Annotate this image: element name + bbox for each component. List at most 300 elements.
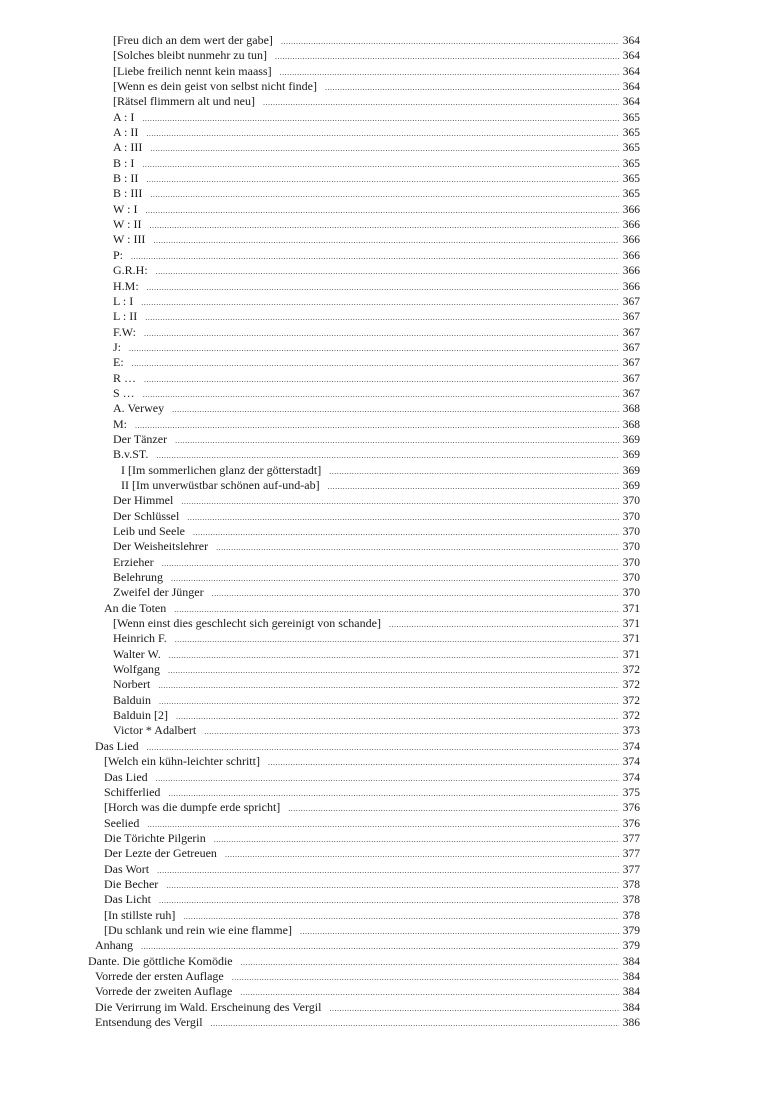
dot-leader	[169, 648, 619, 663]
toc-entry-title: Balduin	[113, 692, 151, 707]
toc-entry-title: Victor * Adalbert	[113, 723, 197, 738]
dot-leader	[162, 556, 619, 571]
toc-entry[interactable]	[0, 509, 770, 524]
dot-leader	[132, 356, 619, 371]
toc-entry-line	[121, 463, 640, 479]
toc-entry-line	[113, 371, 640, 387]
toc-entry[interactable]	[0, 309, 770, 324]
toc-entry[interactable]	[0, 846, 770, 861]
toc-entry[interactable]	[0, 800, 770, 815]
toc-entry[interactable]	[0, 984, 770, 999]
toc-entry-title: Walter W.	[113, 646, 161, 661]
toc-entry[interactable]	[0, 156, 770, 171]
toc-entry[interactable]	[0, 954, 770, 969]
toc-entry-title: [Wenn es dein geist von selbst nicht finde]	[113, 79, 317, 94]
dot-leader	[204, 724, 618, 739]
toc-entry-line	[95, 1015, 640, 1031]
toc-entry-page-number: 371	[622, 602, 640, 615]
toc-entry-line	[113, 555, 640, 571]
toc-entry-line	[113, 662, 640, 678]
toc-entry-title: [Rätsel flimmern alt und neu]	[113, 94, 255, 109]
toc-entry-title: [Liebe freilich nennt kein maass]	[113, 63, 272, 78]
toc-entry-line	[113, 156, 640, 172]
toc-entry-page-number: 366	[622, 249, 640, 262]
toc-entry[interactable]	[0, 555, 770, 570]
toc-entry[interactable]	[0, 432, 770, 447]
toc-entry-title: Norbert	[113, 677, 151, 692]
toc-entry-page-number: 366	[622, 280, 640, 293]
toc-entry-page-number: 367	[622, 341, 640, 354]
toc-entry-line	[113, 616, 640, 632]
toc-entry[interactable]	[0, 539, 770, 554]
toc-entry[interactable]	[0, 325, 770, 340]
toc-entry[interactable]	[0, 463, 770, 478]
toc-entry-page-number: 366	[622, 265, 640, 278]
toc-entry-title: S …	[113, 385, 135, 400]
toc-entry-title: Vorrede der ersten Auflage	[95, 968, 224, 983]
toc-entry-title: A. Verwey	[113, 401, 165, 416]
toc-entry-page-number: 374	[622, 740, 640, 753]
toc-entry[interactable]	[0, 831, 770, 846]
toc-entry-title: Balduin [2]	[113, 708, 168, 723]
toc-entry[interactable]	[0, 171, 770, 186]
toc-entry-page-number: 367	[622, 326, 640, 339]
toc-entry-line	[113, 325, 640, 341]
toc-entry-line	[113, 432, 640, 448]
dot-leader	[232, 970, 619, 985]
toc-entry[interactable]	[0, 677, 770, 692]
dot-leader	[159, 694, 619, 709]
toc-entry-line	[113, 294, 640, 310]
dot-leader	[150, 187, 618, 202]
toc-entry-page-number: 373	[622, 725, 640, 738]
toc-entry-line	[104, 785, 640, 801]
toc-entry[interactable]	[0, 478, 770, 493]
toc-entry-title: [Welch ein kühn-leichter schritt]	[104, 754, 260, 769]
dot-leader	[142, 157, 618, 172]
toc-entry-line	[113, 509, 640, 525]
toc-entry-page-number: 370	[622, 526, 640, 538]
toc-entry[interactable]	[0, 386, 770, 401]
dot-leader	[150, 141, 618, 156]
toc-entry-line	[104, 800, 640, 816]
toc-entry-title: B : I	[113, 155, 135, 170]
toc-entry[interactable]	[0, 217, 770, 232]
toc-entry-line	[113, 140, 640, 156]
toc-entry[interactable]	[0, 785, 770, 800]
toc-entry-line	[113, 263, 640, 279]
toc-entry-page-number: 370	[622, 572, 640, 585]
toc-entry-title: Wolfgang	[113, 662, 161, 677]
dot-leader	[288, 801, 618, 816]
toc-entry-title: Heinrich F.	[113, 631, 167, 646]
toc-entry-page-number: 364	[622, 50, 640, 63]
toc-entry-title: Anhang	[95, 938, 133, 953]
table-of-contents	[0, 33, 770, 1030]
toc-entry[interactable]	[0, 739, 770, 754]
toc-entry-title: P:	[113, 247, 124, 262]
toc-entry[interactable]	[0, 202, 770, 217]
toc-entry-page-number: 377	[622, 863, 640, 876]
dot-leader	[181, 494, 618, 509]
toc-entry-title: Das Wort	[104, 861, 150, 876]
toc-entry-title: Leib und Seele	[113, 524, 185, 538]
dot-leader	[211, 1016, 619, 1031]
toc-entry[interactable]	[0, 48, 770, 63]
dot-leader	[147, 817, 618, 832]
toc-entry-page-number: 370	[622, 495, 640, 508]
toc-entry-line	[113, 708, 640, 724]
toc-entry-page-number: 365	[622, 111, 640, 124]
toc-entry-line	[113, 340, 640, 356]
toc-entry[interactable]	[0, 570, 770, 585]
toc-entry-title: II [Im unverwüstbar schönen auf-und-ab]	[121, 477, 320, 492]
toc-entry[interactable]	[0, 938, 770, 953]
toc-entry-line	[113, 48, 640, 64]
toc-entry-line	[104, 816, 640, 832]
toc-entry-page-number: 367	[622, 295, 640, 308]
toc-entry-title: [Horch was die dumpfe erde spricht]	[104, 800, 281, 815]
toc-entry-title: G.R.H:	[113, 263, 148, 278]
toc-entry[interactable]	[0, 1000, 770, 1015]
toc-entry-line	[113, 202, 640, 218]
toc-entry[interactable]	[0, 355, 770, 370]
toc-entry[interactable]	[0, 1015, 770, 1030]
toc-entry-page-number: 365	[622, 173, 640, 186]
dot-leader	[176, 709, 619, 724]
toc-entry[interactable]	[0, 647, 770, 662]
toc-entry[interactable]	[0, 862, 770, 877]
toc-entry-title: B : II	[113, 171, 139, 186]
dot-leader	[156, 448, 618, 463]
toc-entry-page-number: 365	[622, 127, 640, 140]
toc-entry-line	[95, 984, 640, 1000]
dot-leader	[143, 387, 619, 402]
toc-entry-page-number: 378	[622, 894, 640, 907]
toc-entry-page-number: 368	[622, 403, 640, 416]
toc-entry-line	[104, 754, 640, 770]
toc-entry[interactable]	[0, 631, 770, 646]
toc-entry-title: A : I	[113, 109, 135, 124]
dot-leader	[168, 786, 618, 801]
toc-entry-page-number: 376	[622, 802, 640, 815]
toc-entry-line	[104, 862, 640, 878]
dot-leader	[146, 172, 618, 187]
toc-entry[interactable]	[0, 693, 770, 708]
toc-entry-page-number: 364	[622, 96, 640, 109]
toc-entry[interactable]	[0, 140, 770, 155]
toc-entry-title: An die Toten	[104, 600, 167, 615]
toc-entry-title: I [Im sommerlichen glanz der götterstadt]	[121, 462, 322, 477]
toc-entry-line	[104, 770, 640, 786]
toc-entry-page-number: 367	[622, 372, 640, 385]
toc-entry-title: Zweifel der Jünger	[113, 585, 204, 600]
dot-leader	[183, 909, 618, 924]
dot-leader	[158, 678, 618, 693]
toc-entry-title: A : III	[113, 140, 143, 155]
toc-entry[interactable]	[0, 770, 770, 785]
toc-entry-title: Entsendung des Vergil	[95, 1015, 203, 1029]
toc-entry[interactable]	[0, 493, 770, 508]
toc-entry-line	[113, 309, 640, 325]
toc-entry-line	[113, 693, 640, 709]
dot-leader	[281, 34, 619, 49]
toc-entry-line	[113, 110, 640, 126]
toc-entry[interactable]	[0, 371, 770, 386]
toc-entry[interactable]	[0, 294, 770, 309]
toc-entry-title: H.M:	[113, 278, 139, 293]
toc-entry-page-number: 384	[622, 955, 640, 968]
toc-entry-page-number: 370	[622, 556, 640, 569]
toc-entry-line	[113, 33, 640, 49]
dot-leader	[174, 602, 618, 617]
dot-leader	[141, 295, 619, 310]
toc-entry-page-number: 372	[622, 679, 640, 692]
toc-entry-title: B : III	[113, 186, 143, 201]
toc-entry-line	[113, 232, 640, 248]
toc-entry-line	[104, 892, 640, 908]
toc-entry-page-number: 366	[622, 219, 640, 232]
toc-entry-line	[113, 386, 640, 402]
toc-entry-title: F.W:	[113, 324, 136, 339]
dot-leader	[216, 540, 619, 555]
toc-entry-page-number: 370	[622, 541, 640, 554]
toc-entry-line	[113, 723, 640, 739]
toc-entry-title: [Wenn einst dies geschlecht sich gereinigt von schande]	[113, 616, 381, 631]
dot-leader	[329, 1001, 618, 1016]
dot-leader	[166, 878, 618, 893]
toc-entry-page-number: 370	[622, 587, 640, 600]
toc-entry[interactable]	[0, 723, 770, 738]
toc-entry-page-number: 376	[622, 817, 640, 830]
toc-entry-line	[104, 846, 640, 862]
toc-entry-title: L : II	[113, 309, 138, 324]
dot-leader	[329, 464, 618, 479]
dot-leader	[142, 111, 618, 126]
dot-leader	[263, 95, 619, 110]
dot-leader	[171, 571, 619, 586]
toc-entry-line	[121, 478, 640, 494]
toc-entry[interactable]	[0, 616, 770, 631]
toc-entry-page-number: 369	[622, 449, 640, 462]
toc-entry-page-number: 384	[622, 1001, 640, 1014]
toc-entry-title: M:	[113, 416, 128, 431]
toc-entry[interactable]	[0, 64, 770, 79]
toc-entry-line	[113, 417, 640, 433]
dot-leader	[144, 372, 619, 387]
toc-entry-page-number: 371	[622, 618, 640, 631]
toc-entry-line	[113, 631, 640, 647]
toc-entry-title: B.v.ST.	[113, 447, 149, 462]
dot-leader	[129, 341, 619, 356]
toc-entry-page-number: 386	[622, 1017, 640, 1029]
toc-entry-line	[113, 539, 640, 555]
toc-entry-page-number: 366	[622, 203, 640, 216]
toc-entry-page-number: 377	[622, 832, 640, 845]
dot-leader	[280, 65, 619, 80]
dot-leader	[187, 510, 618, 525]
dot-leader	[159, 893, 619, 908]
toc-entry[interactable]	[0, 279, 770, 294]
dot-leader	[157, 863, 619, 878]
toc-entry-page-number: 365	[622, 142, 640, 155]
dot-leader	[325, 80, 619, 95]
toc-entry[interactable]	[0, 877, 770, 892]
toc-entry[interactable]	[0, 125, 770, 140]
toc-entry-title: [Du schlank und rein wie eine flamme]	[104, 922, 292, 937]
toc-entry-line	[113, 570, 640, 586]
dot-leader	[153, 233, 618, 248]
toc-entry-line	[113, 677, 640, 693]
toc-entry-page-number: 366	[622, 234, 640, 247]
toc-entry-page-number: 367	[622, 357, 640, 370]
toc-entry-title: [Solches bleibt nunmehr zu tun]	[113, 48, 267, 63]
toc-entry-line	[113, 186, 640, 202]
dot-leader	[149, 218, 618, 233]
toc-entry-line	[104, 908, 640, 924]
dot-leader	[275, 49, 619, 64]
dot-leader	[147, 740, 619, 755]
toc-entry-page-number: 375	[622, 786, 640, 799]
toc-entry-page-number: 372	[622, 710, 640, 723]
toc-entry[interactable]	[0, 524, 770, 539]
toc-entry-page-number: 367	[622, 311, 640, 324]
toc-entry[interactable]	[0, 708, 770, 723]
toc-entry-title: Der Lezte der Getreuen	[104, 846, 217, 861]
dot-leader	[268, 755, 619, 770]
toc-entry-title: Der Tänzer	[113, 431, 168, 446]
dot-leader	[241, 955, 619, 970]
toc-entry-line	[113, 279, 640, 295]
dot-leader	[212, 586, 619, 601]
toc-entry[interactable]	[0, 923, 770, 938]
toc-entry[interactable]	[0, 33, 770, 48]
toc-entry-page-number: 369	[622, 464, 640, 477]
dot-leader	[193, 525, 619, 540]
toc-entry[interactable]	[0, 585, 770, 600]
toc-entry-title: Der Weisheitslehrer	[113, 539, 209, 554]
toc-entry-line	[113, 217, 640, 233]
toc-entry[interactable]	[0, 248, 770, 263]
toc-entry-title: Erzieher	[113, 554, 154, 569]
toc-entry-line	[113, 248, 640, 264]
dot-leader	[156, 264, 619, 279]
toc-entry-line	[113, 447, 640, 463]
toc-entry-title: Schifferlied	[104, 784, 161, 799]
toc-entry-line	[95, 1000, 640, 1016]
toc-entry[interactable]	[0, 908, 770, 923]
toc-entry[interactable]	[0, 94, 770, 109]
toc-entry-title: Der Schlüssel	[113, 508, 180, 523]
toc-entry[interactable]	[0, 662, 770, 677]
toc-entry-title: [In stillste ruh]	[104, 907, 176, 922]
toc-entry-title: Belehrung	[113, 570, 163, 585]
toc-entry[interactable]	[0, 892, 770, 907]
toc-entry-line	[113, 524, 640, 540]
toc-entry-page-number: 384	[622, 970, 640, 983]
toc-entry-page-number: 367	[622, 387, 640, 400]
dot-leader	[145, 310, 619, 325]
toc-entry[interactable]	[0, 232, 770, 247]
toc-entry-page-number: 364	[622, 65, 640, 78]
toc-entry-title: Die Verirrung im Wald. Erscheinung des Vergil	[95, 999, 322, 1014]
toc-entry-title: Das Lied	[95, 738, 139, 753]
toc-entry-line	[113, 493, 640, 509]
toc-entry[interactable]	[0, 263, 770, 278]
toc-entry[interactable]	[0, 79, 770, 94]
toc-entry-page-number: 374	[622, 771, 640, 784]
toc-entry-page-number: 377	[622, 848, 640, 861]
toc-entry-title: W : II	[113, 217, 142, 232]
toc-entry-page-number: 365	[622, 188, 640, 201]
toc-entry-title: E:	[113, 355, 124, 370]
toc-entry[interactable]	[0, 816, 770, 831]
dot-leader	[144, 326, 619, 341]
dot-leader	[156, 771, 619, 786]
toc-entry-page-number: 384	[622, 986, 640, 999]
dot-leader	[147, 280, 619, 295]
toc-entry[interactable]	[0, 754, 770, 769]
toc-entry-page-number: 378	[622, 909, 640, 922]
toc-entry-page-number: 371	[622, 648, 640, 661]
toc-entry-line	[113, 79, 640, 95]
dot-leader	[168, 663, 619, 678]
toc-entry-line	[95, 739, 640, 755]
toc-entry[interactable]	[0, 969, 770, 984]
toc-entry-page-number: 365	[622, 157, 640, 170]
toc-entry[interactable]	[0, 401, 770, 416]
toc-entry-title: R …	[113, 370, 137, 385]
toc-entry-title: [Freu dich an dem wert der gabe]	[113, 33, 273, 47]
toc-entry-page-number: 374	[622, 756, 640, 769]
dot-leader	[141, 939, 619, 954]
toc-entry-page-number: 369	[622, 433, 640, 446]
toc-entry-line	[104, 923, 640, 939]
toc-entry-title: Der Himmel	[113, 493, 174, 508]
dot-leader	[389, 617, 619, 632]
dot-leader	[172, 402, 619, 417]
toc-entry[interactable]	[0, 186, 770, 201]
toc-entry-title: J:	[113, 339, 122, 354]
toc-entry[interactable]	[0, 417, 770, 432]
toc-entry-line	[104, 831, 640, 847]
toc-entry[interactable]	[0, 447, 770, 462]
toc-entry-line	[104, 601, 640, 617]
toc-entry-title: L : I	[113, 293, 134, 308]
dot-leader	[175, 433, 619, 448]
toc-entry-page-number: 370	[622, 510, 640, 523]
toc-entry[interactable]	[0, 340, 770, 355]
toc-entry-line	[95, 938, 640, 954]
toc-entry-line	[88, 954, 640, 970]
toc-entry[interactable]	[0, 110, 770, 125]
toc-entry-page-number: 378	[622, 878, 640, 891]
toc-entry-title: Das Licht	[104, 892, 151, 907]
toc-entry-line	[104, 877, 640, 893]
dot-leader	[300, 924, 619, 939]
toc-entry-line	[113, 647, 640, 663]
toc-entry-line	[113, 171, 640, 187]
toc-entry-page-number: 379	[622, 924, 640, 937]
toc-entry[interactable]	[0, 601, 770, 616]
toc-entry-page-number: 372	[622, 694, 640, 707]
toc-entry-line	[113, 64, 640, 80]
toc-entry-page-number: 371	[622, 633, 640, 646]
toc-entry-line	[113, 585, 640, 601]
toc-entry-page-number: 372	[622, 664, 640, 677]
toc-entry-title: W : I	[113, 201, 138, 216]
toc-entry-page-number: 379	[622, 940, 640, 953]
